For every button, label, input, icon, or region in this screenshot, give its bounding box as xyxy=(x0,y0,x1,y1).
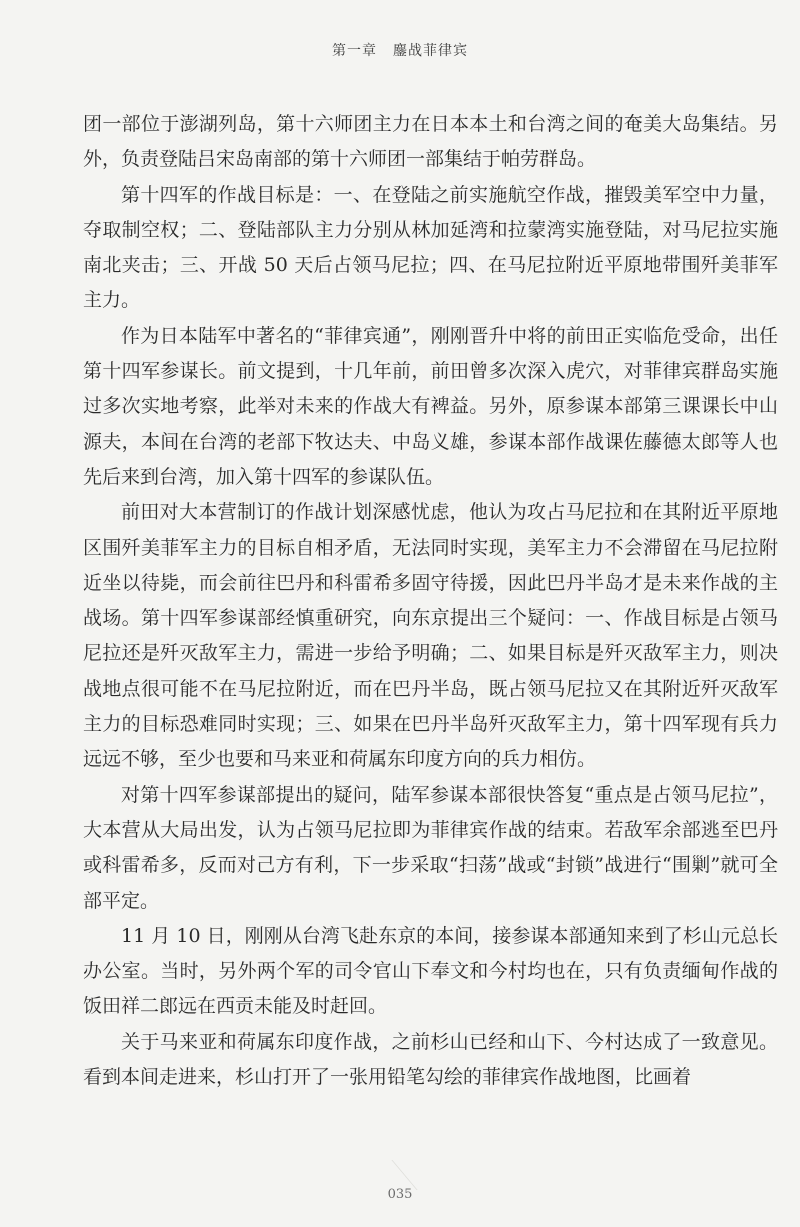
running-header xyxy=(0,40,800,60)
paragraph: 对第十四军参谋部提出的疑问，陆军参谋本部很快答复“重点是占领马尼拉”，大本营从大局出发，认为占领马尼拉即为菲律宾作战的结束。若敌军余部逃至巴丹或科雷希多，反而对己方有利，下一步采取“扫荡”战或“封锁”战进行“围剿”就可全部平定。 xyxy=(83,783,778,912)
paragraph: 11 月 10 日，刚刚从台湾飞赴东京的本间，接参谋本部通知来到了杉山元总长办公室。当时，另外两个军的司令官山下奉文和今村均也在，只有负责缅甸作战的饭田祥二郎远在西贡未能及时赶回。 xyxy=(83,924,778,1018)
chapter-label: 第一章 xyxy=(332,43,377,59)
paragraph: 关于马来亚和荷属东印度作战，之前杉山已经和山下、今村达成了一致意见。看到本间走进来，杉山打开了一张用铅笔勾绘的菲律宾作战地图，比画着 xyxy=(83,1030,778,1089)
body-text xyxy=(83,107,778,1095)
page-number: 035 xyxy=(387,1187,413,1202)
scan-shadow xyxy=(391,1160,441,1190)
chapter-title: 鏖战菲律宾 xyxy=(393,43,468,59)
paragraph: 团一部位于澎湖列岛，第十六师团主力在日本本土和台湾之间的奄美大岛集结。另外，负责登陆吕宋岛南部的第十六师团一部集结于帕劳群岛。 xyxy=(83,113,778,171)
paragraph: 作为日本陆军中著名的“菲律宾通”，刚刚晋升中将的前田正实临危受命，出任第十四军参谋长。前文提到，十几年前，前田曾多次深入虎穴，对菲律宾群岛实施过多次实地考察，此举对未来的作战大有裨益。另外，原参谋本部第三课课长中山源夫，本间在台湾的老部下牧达夫、中岛义雄，参谋本部作战课佐藤德太郎等人也先后来到台湾，加入第十四军的参谋队伍。 xyxy=(83,324,778,488)
paragraph: 第十四军的作战目标是：一、在登陆之前实施航空作战，摧毁美军空中力量，夺取制空权；二、登陆部队主力分别从林加延湾和拉蒙湾实施登陆，对马尼拉实施南北夹击；三、开战 50 天后占领马尼拉；四、在马尼拉附近平原地带围歼美菲军主力。 xyxy=(83,183,778,312)
paragraph: 前田对大本营制订的作战计划深感忧虑，他认为攻占马尼拉和在其附近平原地区围歼美菲军主力的目标自相矛盾，无法同时实现，美军主力不会滞留在马尼拉附近坐以待毙，而会前往巴丹和科雷希多固守待援，因此巴丹半岛才是未来作战的主战场。第十四军参谋部经慎重研究，向东京提出三个疑问：一、作战目标是占领马尼拉还是歼灭敌军主力，需进一步给予明确；二、如果目标是歼灭敌军主力，则决战地点很可能不在马尼拉附近，而在巴丹半岛，既占领马尼拉又在其附近歼灭敌军主力的目标恐难同时实现；三、如果在巴丹半岛歼灭敌军主力，第十四军现有兵力远远不够，至少也要和马来亚和荷属东印度方向的兵力相仿。 xyxy=(83,501,778,771)
